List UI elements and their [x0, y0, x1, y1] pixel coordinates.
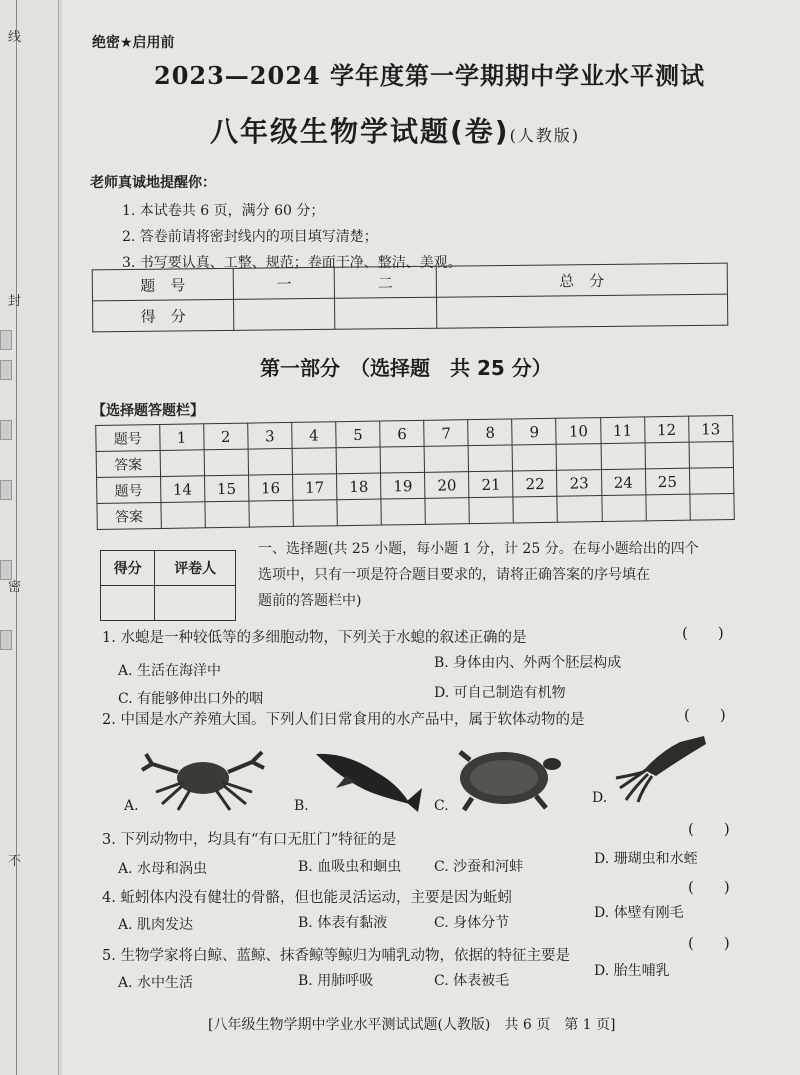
grader-header-row [101, 551, 236, 586]
score-header-label: 题 号 [92, 268, 233, 300]
fish-icon [306, 742, 426, 816]
question-stem: 4. 蚯蚓体内没有健壮的骨骼，但也能灵活运动，主要是因为蚯蚓 [102, 890, 512, 906]
grader-score-cell[interactable] [101, 586, 155, 621]
answer-cell[interactable] [645, 442, 689, 469]
score-table [92, 263, 729, 333]
answer-paren[interactable]: ( ) [688, 878, 730, 896]
answer-cell[interactable] [512, 444, 556, 471]
answer-table [95, 415, 735, 530]
question-stem: 5. 生物学家将白鲸、蓝鲸、抹香鲸等鲸归为哺乳动物，依据的特征主要是 [102, 948, 570, 964]
answer-cell[interactable] [513, 496, 557, 523]
question-number: 8 [468, 419, 512, 446]
answer-num-label: 题号 [97, 477, 161, 504]
question-number: 9 [512, 418, 556, 445]
exam-page [62, 0, 800, 1075]
subject-title: 八年级生物学试题(卷) [210, 115, 510, 148]
answer-cell[interactable] [690, 493, 735, 520]
option: D. 胎生哺乳 [594, 963, 670, 979]
reminder-rule: 1. 本试卷共 6 页，满分 60 分； [122, 203, 325, 219]
score-header-total: 总 分 [436, 263, 728, 297]
answer-paren[interactable]: ( ) [688, 934, 730, 952]
score-header-part2: 二 [335, 266, 437, 298]
answer-cell[interactable] [646, 494, 690, 521]
reminder-rule: 3. 书写要认真、工整、规范；卷面干净、整洁、美观。 [122, 255, 462, 271]
binding-tab [0, 560, 12, 580]
question-number [689, 467, 734, 494]
option: A. 水中生活 [118, 975, 194, 991]
answer-cell[interactable] [601, 495, 645, 522]
option: A. 肌肉发达 [118, 917, 194, 933]
reminder-rule: 2. 答卷前请将密封线内的项目填写清楚； [122, 229, 378, 245]
option: C. 身体分节 [434, 915, 510, 931]
exam-title: 2023—2024 学年度第一学期期中学业水平测试 [154, 61, 705, 90]
answer-cell[interactable] [689, 442, 734, 469]
score-cell[interactable] [234, 298, 336, 330]
question-number: 21 [469, 471, 513, 498]
answer-cell[interactable] [249, 500, 293, 527]
question-stem: 1. 水螅是一种较低等的多细胞动物，下列关于水螅的叙述正确的是 [102, 630, 527, 646]
question-number: 24 [601, 469, 645, 496]
option: A. 水母和涡虫 [118, 861, 208, 877]
grader-score-label: 得分 [101, 551, 155, 586]
answer-cell[interactable] [161, 502, 205, 529]
reminder-heading: 老师真诚地提醒你： [90, 175, 216, 191]
option-d-label: D. [592, 790, 608, 806]
answer-cell[interactable] [381, 498, 425, 525]
seal-line [16, 0, 17, 1075]
answer-cell[interactable] [424, 446, 468, 473]
binding-mark-bu: 不 [8, 854, 22, 869]
answer-cell[interactable] [380, 446, 424, 473]
answer-paren[interactable]: ( ) [682, 624, 724, 642]
option: D. 珊瑚虫和水蛭 [594, 851, 698, 867]
question-number: 2 [203, 423, 247, 450]
option-a-label: A. [124, 798, 139, 814]
question-number: 18 [337, 473, 381, 500]
question-number: 16 [248, 474, 292, 501]
answer-cell[interactable] [601, 443, 645, 470]
answer-cell[interactable] [557, 496, 601, 523]
section-instructions: 题前的答题栏中) [258, 593, 362, 609]
question-stem: 3. 下列动物中，均具有“有口无肛门”特征的是 [102, 832, 397, 848]
answer-cell[interactable] [468, 445, 512, 472]
answer-cell[interactable] [292, 448, 336, 475]
binding-tab [0, 630, 12, 650]
option-c-label: C. [434, 798, 449, 814]
answer-cell[interactable] [469, 497, 513, 524]
binding-tab [0, 330, 12, 350]
binding-mark-feng: 封 [8, 294, 22, 309]
option: B. 体表有黏液 [298, 915, 388, 931]
score-cell[interactable] [335, 297, 437, 329]
question-number: 17 [292, 474, 336, 501]
question-number: 1 [159, 424, 203, 451]
answer-label: 答案 [97, 502, 161, 529]
score-cell[interactable] [436, 294, 728, 328]
question-number: 20 [425, 472, 469, 499]
answer-paren[interactable]: ( ) [684, 706, 726, 724]
binding-tab [0, 360, 12, 380]
answer-cell[interactable] [160, 450, 204, 477]
squid-icon [610, 730, 710, 806]
binding-mark-mi: 密 [8, 580, 22, 595]
grader-input-row [101, 586, 236, 621]
grader-name-label: 评卷人 [155, 551, 236, 586]
grader-table [100, 550, 236, 621]
answer-sheet-caption: 【选择题答题栏】 [92, 403, 204, 419]
turtle-icon [452, 738, 562, 814]
question-number: 25 [645, 468, 689, 495]
answer-cell[interactable] [336, 447, 380, 474]
answer-cell[interactable] [248, 448, 292, 475]
question-number: 11 [600, 417, 644, 444]
section-instructions: 选项中，只有一项是符合题目要求的，请将正确答案的序号填在 [258, 567, 650, 583]
answer-num-label: 题号 [96, 425, 160, 452]
grader-name-cell[interactable] [155, 586, 236, 621]
option: B. 用肺呼吸 [298, 973, 374, 989]
question-number: 7 [424, 420, 468, 447]
question-number: 14 [160, 476, 204, 503]
option: C. 沙蚕和河蚌 [434, 859, 524, 875]
answer-cell[interactable] [293, 500, 337, 527]
score-header-part1: 一 [233, 267, 335, 299]
answer-cell[interactable] [205, 501, 249, 528]
question-number: 3 [248, 422, 292, 449]
option: C. 体表被毛 [434, 973, 510, 989]
question-number: 5 [336, 421, 380, 448]
binding-mark-xian: 线 [8, 30, 22, 45]
answer-cell[interactable] [425, 498, 469, 525]
question-number: 13 [688, 416, 733, 443]
option: C. 有能够伸出口外的咽 [118, 691, 264, 707]
page-footer: [八年级生物学期中学业水平测试试题(人教版) 共 6 页 第 1 页] [208, 1017, 616, 1033]
score-row-label: 得 分 [93, 299, 234, 331]
option: B. 血吸虫和蛔虫 [298, 859, 402, 875]
option: A. 生活在海洋中 [118, 663, 222, 679]
option: B. 身体由内、外两个胚层构成 [434, 655, 622, 671]
answer-cell[interactable] [557, 444, 601, 471]
answer-cell[interactable] [337, 499, 381, 526]
binding-tab [0, 480, 12, 500]
question-number: 12 [644, 416, 688, 443]
question-number: 4 [292, 422, 336, 449]
answer-label: 答案 [96, 451, 160, 478]
binding-margin [0, 0, 59, 1075]
score-table-row [93, 294, 728, 332]
crab-icon [138, 742, 268, 814]
secret-label: 绝密★启用前 [92, 35, 175, 51]
question-number: 23 [557, 470, 601, 497]
answer-cell[interactable] [204, 449, 248, 476]
exam-subtitle [210, 110, 580, 150]
question-number: 19 [381, 472, 425, 499]
option: D. 体壁有刚毛 [594, 905, 684, 921]
part-title: 第一部分 （选择题 共 25 分） [260, 356, 552, 380]
answer-paren[interactable]: ( ) [688, 820, 730, 838]
edition-label: (人教版) [509, 126, 581, 145]
option-b-label: B. [294, 798, 309, 814]
question-number: 22 [513, 470, 557, 497]
binding-tab [0, 420, 12, 440]
question-number: 10 [556, 418, 600, 445]
question-stem: 2. 中国是水产养殖大国。下列人们日常食用的水产品中，属于软体动物的是 [102, 712, 585, 728]
question-number: 6 [380, 420, 424, 447]
question-number: 15 [204, 475, 248, 502]
section-instructions: 一、选择题(共 25 小题，每小题 1 分，计 25 分。在每小题给出的四个 [258, 541, 699, 557]
option: D. 可自己制造有机物 [434, 685, 566, 701]
